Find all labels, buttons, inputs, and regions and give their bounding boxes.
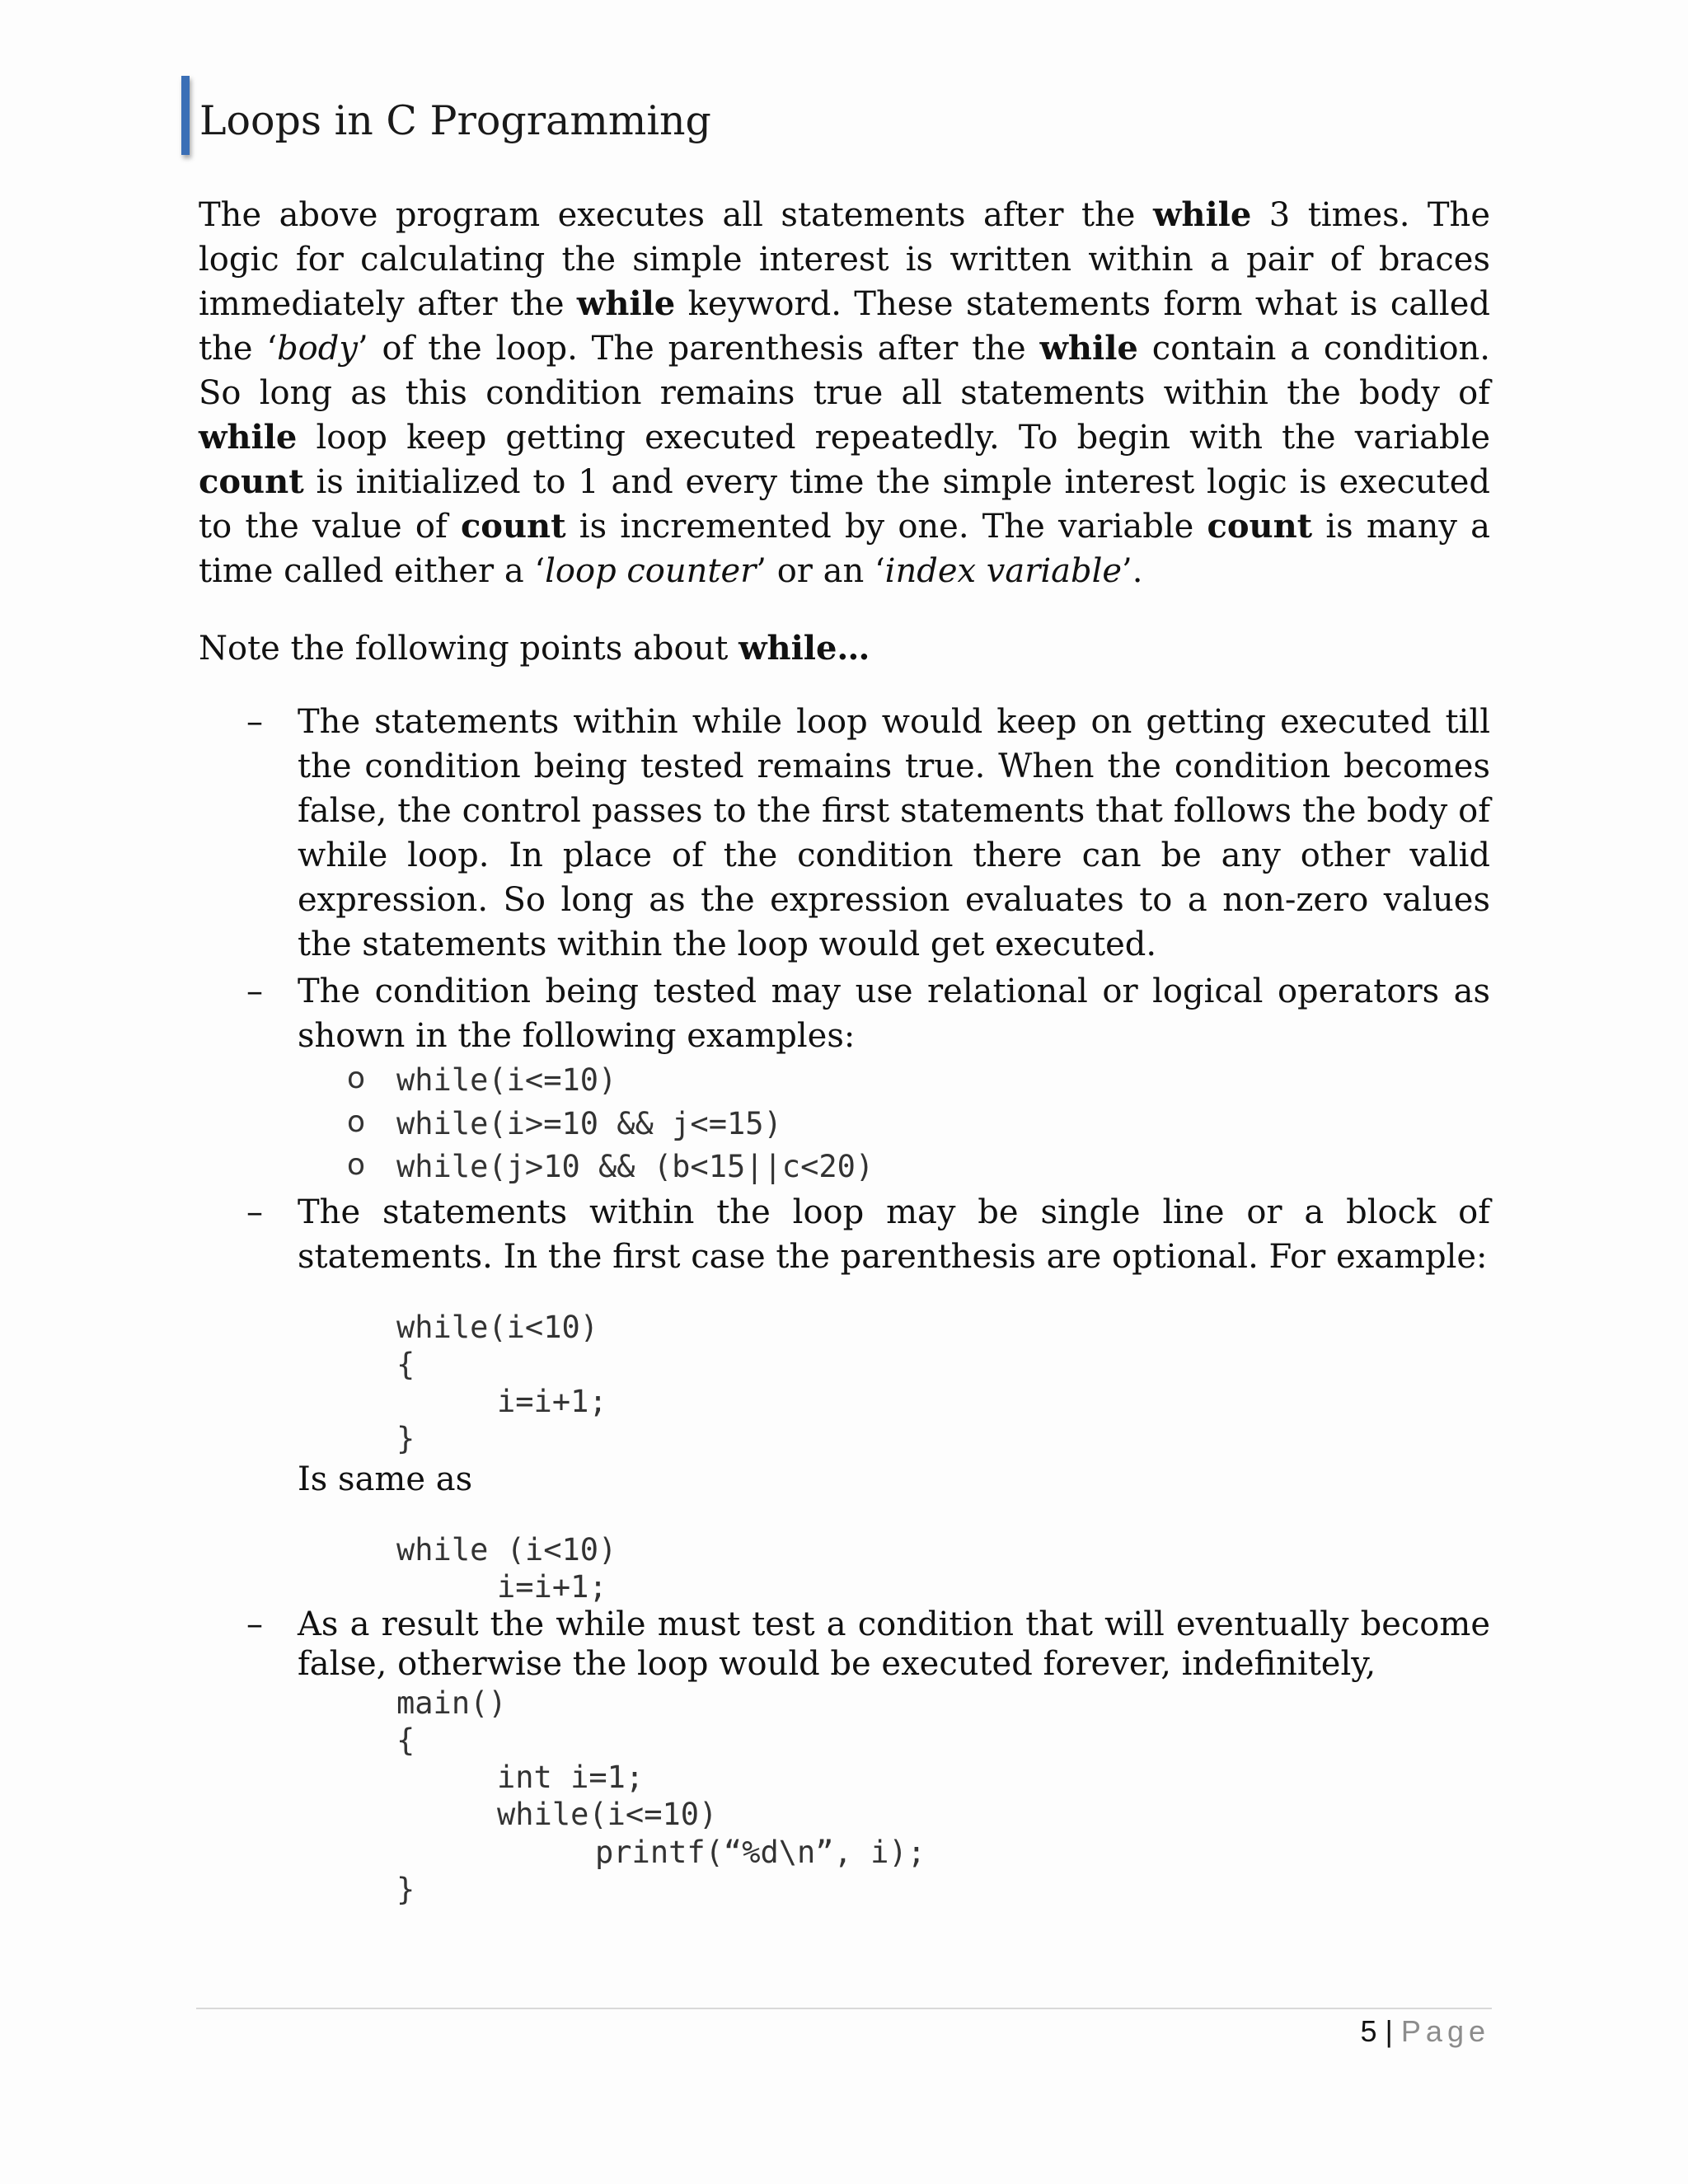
bullet-list-3 [199,1190,1490,1279]
circle-bullet-icon: o [347,1062,366,1095]
example-code-1: while(i<=10) [396,1062,617,1098]
list-item: – The condition being tested may use relational or logical operators as shown in the following examples: [199,969,1490,1058]
bullet-list-1 [199,700,1490,967]
page-title: Loops in C Programming [199,97,711,144]
page-footer [1361,2011,1491,2052]
example-code-3: while(j>10 && (b<15||c<20) [396,1149,874,1184]
bullet-list-4 [199,1605,1490,1684]
note-heading: Note the following points about while… [199,629,870,668]
code-line: int i=1; [497,1760,645,1795]
header-accent-bar [181,76,190,155]
example-code-2: while(i>=10 && j<=15) [396,1106,782,1141]
footer-separator: | [1385,2014,1393,2048]
code-line: } [396,1421,415,1456]
list-item: – The statements within the loop may be single line or a block of statements. In the first case the parenthesis are optional. For example: [199,1190,1490,1279]
same-as-text: Is same as [298,1460,473,1498]
dash-bullet: – [246,972,263,1010]
dash-bullet: – [246,1193,263,1231]
bullet-list-2 [199,969,1490,1058]
dash-bullet: – [246,1605,263,1643]
circle-bullet-icon: o [347,1148,366,1182]
footer-divider [196,2008,1492,2009]
page-number: 5 [1360,2014,1377,2048]
intro-paragraph: The above program executes all statements after the while 3 times. The logic for calculating the simple interest is written within a pair of braces immediately after the while keyword. These statements form what is called the ‘body’ of the loop. The parenthesis after the while contain a condition. So long as this condition remains true all statements within the body of while loop keep getting executed repeatedly. To begin with the variable count is initialized to 1 and every time the simple interest logic is executed to the value of count is incremented by one. The variable count is many a time called either a ‘loop counter’ or an ‘index variable’. [199,195,1490,590]
circle-bullet-icon: o [347,1105,366,1139]
code-line: while(i<=10) [497,1797,718,1832]
code-line: i=i+1; [497,1384,607,1419]
list-item: – The statements within while loop would keep on getting executed till the condition being tested remains true. When the condition becomes false, the control passes to the first statements that follows the body of while loop. In place of the condition there can be any other valid expression. So long as the expression evaluates to a non-zero values the statements within the loop would get executed. [199,700,1490,967]
list-item: – As a result the while must test a condition that will eventually become false, otherwise the loop would be executed forever, indefinitely, [246,1605,1490,1683]
dash-bullet: – [246,703,263,741]
code-line: } [396,1872,415,1907]
code-line: main() [396,1685,507,1721]
code-line: i=i+1; [497,1569,607,1605]
code-line: { [396,1722,415,1758]
code-line: printf(“%d\n”, i); [595,1835,926,1870]
code-line: while (i<10) [396,1532,617,1568]
code-line: { [396,1347,415,1382]
code-line: while(i<10) [396,1310,599,1345]
intro-paragraph-block [199,193,1490,593]
page-label: Page [1400,2014,1490,2048]
